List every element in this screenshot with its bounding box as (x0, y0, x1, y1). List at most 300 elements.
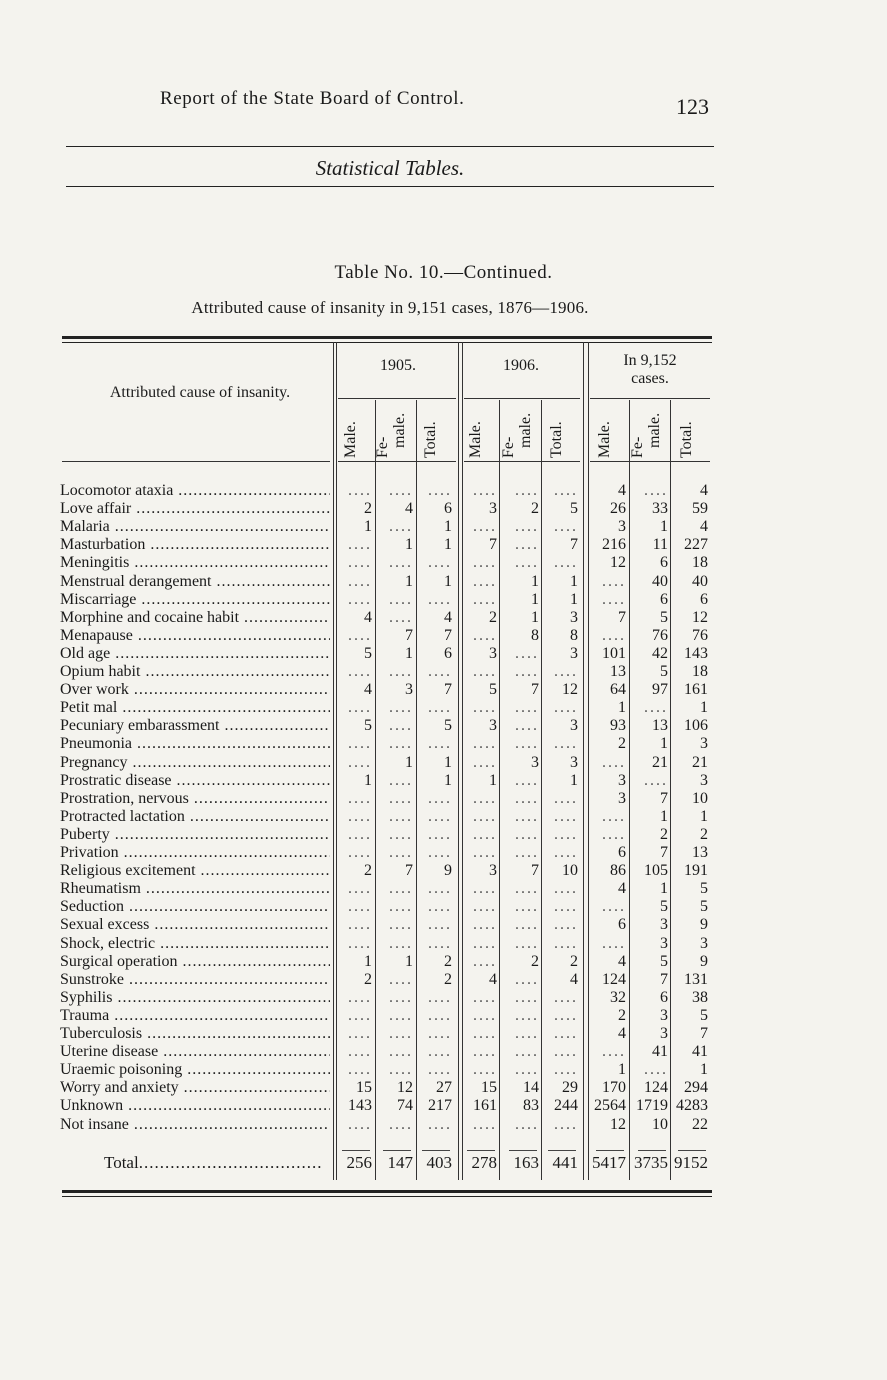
value-cell: 1 (405, 572, 413, 590)
value-cell: .... (473, 626, 497, 644)
value-cell: .... (473, 916, 497, 934)
value-cell: .... (602, 572, 626, 590)
value-cell: .... (348, 1006, 372, 1024)
value-cell: .... (515, 898, 539, 916)
value-cell: 7 (618, 608, 626, 626)
total-label: Total ..... (104, 1153, 324, 1173)
total-rule (467, 1150, 495, 1151)
total-rule (342, 1150, 370, 1151)
table-bottom-rule-thick (62, 1190, 712, 1193)
value-cell: .... (515, 988, 539, 1006)
total-rule (383, 1150, 411, 1151)
table-row (0, 754, 887, 772)
cause-label: Petit mal ..... (60, 699, 330, 717)
table-row (0, 1043, 887, 1061)
value-cell: 12 (610, 554, 626, 572)
cause-label: Unknown ..... (60, 1097, 330, 1115)
value-cell: 124 (602, 970, 626, 988)
table-row (0, 482, 887, 500)
value-cell: 26 (610, 500, 626, 518)
value-cell: 1 (660, 735, 668, 753)
total-cell: 9152 (674, 1153, 708, 1172)
value-cell: .... (515, 1115, 539, 1133)
value-cell: 2 (570, 952, 578, 970)
value-cell: 2 (489, 608, 497, 626)
value-cell: 5 (364, 717, 372, 735)
value-cell: .... (428, 482, 452, 499)
value-cell: 105 (644, 862, 668, 880)
table-top-rule-thick (62, 336, 712, 339)
value-cell: 9 (444, 862, 452, 880)
value-cell: 216 (602, 536, 626, 554)
cause-label: Prostratic disease ..... (60, 772, 330, 790)
table-row (0, 971, 887, 989)
cause-label: Puberty ..... (60, 826, 330, 844)
value-cell: 1 (570, 572, 578, 590)
value-cell: .... (348, 1115, 372, 1133)
value-cell: .... (428, 1115, 452, 1133)
value-cell: 3 (570, 608, 578, 626)
value-cell: .... (389, 735, 413, 753)
value-cell: 161 (684, 681, 708, 699)
cause-label: Over work ..... (60, 681, 330, 699)
value-cell: .... (389, 789, 413, 807)
value-cell: 3 (660, 916, 668, 934)
value-cell: 3 (618, 518, 626, 536)
value-cell: 13 (610, 663, 626, 680)
row-header: Attributed cause of insanity. (109, 384, 291, 401)
value-cell: 1 (405, 536, 413, 554)
value-cell: 5 (700, 880, 708, 898)
value-cell: 10 (652, 1115, 668, 1133)
value-cell: .... (473, 663, 497, 680)
column-header-male: Male. (467, 421, 484, 458)
value-cell: 217 (428, 1097, 452, 1115)
running-head: Report of the State Board of Control. (160, 88, 465, 109)
value-cell: .... (389, 771, 413, 789)
value-cell: 2 (700, 825, 708, 843)
value-cell: .... (515, 970, 539, 988)
value-cell: 1 (700, 1061, 708, 1079)
value-cell: 76 (652, 626, 668, 644)
value-cell: .... (389, 844, 413, 861)
value-cell: .... (602, 934, 626, 952)
cause-label: Tuberculosis ..... (60, 1025, 330, 1043)
value-cell: 4 (570, 970, 578, 988)
total-rule (678, 1150, 706, 1151)
value-cell: 13 (652, 717, 668, 735)
value-cell: 7 (700, 1025, 708, 1042)
value-cell: .... (473, 590, 497, 608)
value-cell: 3 (660, 1006, 668, 1024)
value-cell: 7 (444, 681, 452, 699)
value-cell: 4 (364, 608, 372, 626)
table-row (0, 573, 887, 591)
value-cell: 2 (618, 1006, 626, 1024)
value-cell: 1 (660, 880, 668, 898)
cause-label: Locomotor ataxia ..... (60, 482, 330, 500)
value-cell: .... (515, 1043, 539, 1061)
value-cell: .... (389, 825, 413, 843)
value-cell: 4 (405, 500, 413, 518)
value-cell: 14 (523, 1079, 539, 1097)
value-cell: .... (428, 916, 452, 934)
value-cell: 1 (531, 608, 539, 626)
table-row (0, 735, 887, 753)
value-cell: 5 (660, 952, 668, 970)
value-cell: .... (428, 880, 452, 898)
value-cell: 3 (700, 735, 708, 753)
value-cell: .... (473, 753, 497, 771)
value-cell: 170 (602, 1079, 626, 1097)
value-cell: .... (473, 1006, 497, 1024)
value-cell: 6 (700, 590, 708, 608)
value-cell: 64 (610, 681, 626, 699)
value-cell: .... (389, 590, 413, 608)
value-cell: .... (389, 717, 413, 735)
value-cell: .... (389, 554, 413, 572)
value-cell: 7 (405, 626, 413, 644)
value-cell: 6 (660, 554, 668, 572)
group-header-1905: 1905. (380, 357, 416, 374)
table-row (0, 681, 887, 699)
total-row (0, 1153, 887, 1173)
value-cell: 1 (618, 1061, 626, 1079)
value-cell: .... (554, 663, 578, 680)
value-cell: .... (473, 482, 497, 499)
value-cell: .... (348, 626, 372, 644)
value-cell: .... (473, 825, 497, 843)
value-cell: .... (644, 699, 668, 717)
cause-label: Not insane ..... (60, 1116, 330, 1134)
value-cell: 244 (554, 1097, 578, 1115)
value-cell: 3 (489, 500, 497, 518)
value-cell: 161 (473, 1097, 497, 1115)
value-cell: .... (473, 988, 497, 1006)
value-cell: 3 (489, 717, 497, 735)
cause-label: Menstrual derangement ..... (60, 573, 330, 591)
value-cell: 3 (618, 789, 626, 807)
value-cell: 124 (644, 1079, 668, 1097)
table-row (0, 699, 887, 717)
value-cell: 1 (660, 807, 668, 825)
value-cell: .... (389, 1061, 413, 1079)
table-row (0, 808, 887, 826)
value-cell: .... (602, 1043, 626, 1061)
value-cell: 7 (405, 862, 413, 880)
value-cell: 18 (692, 554, 708, 572)
table-row (0, 953, 887, 971)
value-cell: 3 (570, 717, 578, 735)
value-cell: .... (515, 663, 539, 680)
table-bottom-rule-thin (62, 1196, 712, 1197)
value-cell: .... (348, 916, 372, 934)
table-row (0, 1079, 887, 1097)
value-cell: .... (428, 898, 452, 916)
group-header-rule (338, 398, 456, 399)
value-cell: 13 (692, 844, 708, 861)
value-cell: .... (389, 1043, 413, 1061)
value-cell: .... (554, 988, 578, 1006)
value-cell: 7 (531, 681, 539, 699)
value-cell: .... (428, 735, 452, 753)
column-header-rule (590, 461, 710, 462)
value-cell: .... (473, 807, 497, 825)
value-cell: 5 (489, 681, 497, 699)
value-cell: 2 (531, 952, 539, 970)
value-cell: 294 (684, 1079, 708, 1097)
value-cell: 1 (364, 518, 372, 536)
value-cell: 6 (444, 500, 452, 518)
value-cell: .... (473, 735, 497, 753)
value-cell: 2 (660, 825, 668, 843)
value-cell: 4 (618, 880, 626, 898)
value-cell: .... (389, 807, 413, 825)
value-cell: 1 (444, 572, 452, 590)
cause-label: Meningitis ..... (60, 554, 330, 572)
value-cell: 9 (700, 952, 708, 970)
group-header-1906: 1906. (503, 357, 539, 374)
value-cell: 4 (618, 952, 626, 970)
cause-label: Surgical operation ..... (60, 953, 330, 971)
value-cell: .... (554, 518, 578, 536)
group-header-total: In 9,152 cases. (623, 352, 677, 387)
column-header-total: Total. (422, 421, 439, 458)
value-cell: 1 (489, 771, 497, 789)
value-cell: 6 (618, 916, 626, 934)
value-cell: .... (389, 482, 413, 499)
value-cell: 12 (692, 608, 708, 626)
value-cell: 1 (444, 536, 452, 554)
value-cell: .... (348, 735, 372, 753)
value-cell: .... (515, 807, 539, 825)
value-cell: 9 (700, 916, 708, 934)
value-cell: .... (389, 916, 413, 934)
value-cell: .... (554, 880, 578, 898)
value-cell: 10 (692, 789, 708, 807)
value-cell: 3 (618, 771, 626, 789)
value-cell: .... (428, 844, 452, 861)
value-cell: 227 (684, 536, 708, 554)
column-header-total: Total. (678, 421, 695, 458)
value-cell: 5 (700, 1006, 708, 1024)
value-cell: 191 (684, 862, 708, 880)
total-rule (548, 1150, 576, 1151)
value-cell: .... (348, 825, 372, 843)
value-cell: 143 (348, 1097, 372, 1115)
value-cell: 4283 (676, 1097, 708, 1115)
value-cell: .... (554, 844, 578, 861)
value-cell: .... (348, 554, 372, 572)
value-cell: .... (389, 1006, 413, 1024)
value-cell: 3 (405, 681, 413, 699)
value-cell: .... (389, 898, 413, 916)
table-row (0, 554, 887, 572)
value-cell: 3 (660, 934, 668, 952)
value-cell: .... (348, 482, 372, 499)
table-row (0, 591, 887, 609)
value-cell: .... (554, 1043, 578, 1061)
cause-label: Worry and anxiety ..... (60, 1079, 330, 1097)
value-cell: .... (348, 1025, 372, 1042)
table-row (0, 609, 887, 627)
cause-label: Pneumonia ..... (60, 735, 330, 753)
value-cell: .... (389, 880, 413, 898)
table-row (0, 1007, 887, 1025)
column-header-rule (464, 461, 580, 462)
cause-label: Uraemic poisoning ..... (60, 1061, 330, 1079)
total-rule (509, 1150, 537, 1151)
value-cell: .... (473, 898, 497, 916)
cause-label: Syphilis ..... (60, 989, 330, 1007)
value-cell: 32 (610, 988, 626, 1006)
value-cell: .... (554, 807, 578, 825)
value-cell: 3 (570, 644, 578, 662)
value-cell: 4 (618, 482, 626, 499)
value-cell: .... (473, 1043, 497, 1061)
value-cell: .... (473, 844, 497, 861)
value-cell: 97 (652, 681, 668, 699)
value-cell: .... (348, 880, 372, 898)
value-cell: 106 (684, 717, 708, 735)
table-top-rule-thin (62, 342, 712, 343)
value-cell: .... (554, 916, 578, 934)
table-row (0, 1116, 887, 1134)
cause-label: Opium habit ..... (60, 663, 330, 681)
total-rule (422, 1150, 450, 1151)
value-cell: 2 (618, 735, 626, 753)
value-cell: 83 (523, 1097, 539, 1115)
value-cell: 12 (397, 1079, 413, 1097)
value-cell: 4 (618, 1025, 626, 1042)
table-row (0, 1097, 887, 1115)
row-header-rule (62, 461, 330, 462)
value-cell: 18 (692, 663, 708, 680)
cause-label: Privation ..... (60, 844, 330, 862)
value-cell: .... (348, 988, 372, 1006)
total-cell: 147 (387, 1153, 413, 1172)
table-row (0, 536, 887, 554)
value-cell: 7 (444, 626, 452, 644)
section-rule (66, 186, 714, 187)
column-header-total: Total. (548, 421, 565, 458)
value-cell: 3 (570, 753, 578, 771)
value-cell: 4 (364, 681, 372, 699)
value-cell: 11 (652, 536, 668, 554)
cause-label: Miscarriage ..... (60, 591, 330, 609)
value-cell: 93 (610, 717, 626, 735)
value-cell: 5 (700, 898, 708, 916)
value-cell: .... (428, 1061, 452, 1079)
table-row (0, 1025, 887, 1043)
value-cell: .... (348, 590, 372, 608)
table-row (0, 645, 887, 663)
value-cell: .... (389, 934, 413, 952)
table-row (0, 989, 887, 1007)
value-cell: .... (473, 554, 497, 572)
value-cell: 12 (562, 681, 578, 699)
total-cell: 5417 (592, 1153, 626, 1172)
value-cell: 7 (660, 970, 668, 988)
value-cell: .... (515, 771, 539, 789)
table-title: Table No. 10.—Continued. (334, 262, 553, 283)
cause-label: Uterine disease ..... (60, 1043, 330, 1061)
value-cell: 7 (570, 536, 578, 554)
value-cell: .... (515, 825, 539, 843)
value-cell: 4 (700, 482, 708, 499)
value-cell: 22 (692, 1115, 708, 1133)
column-header-rule (338, 461, 456, 462)
value-cell: 2564 (594, 1097, 626, 1115)
value-cell: .... (554, 825, 578, 843)
value-cell: .... (554, 554, 578, 572)
value-cell: .... (389, 1115, 413, 1133)
section-title: Statistical Tables. (315, 156, 465, 180)
value-cell: .... (644, 1061, 668, 1079)
value-cell: .... (428, 807, 452, 825)
value-cell: .... (602, 898, 626, 916)
value-cell: .... (428, 1025, 452, 1042)
value-cell: .... (515, 1061, 539, 1079)
cause-label: Pecuniary embarassment ..... (60, 717, 330, 735)
value-cell: 76 (692, 626, 708, 644)
value-cell: .... (554, 934, 578, 952)
value-cell: 1 (700, 699, 708, 717)
value-cell: .... (389, 970, 413, 988)
total-cell: 278 (471, 1153, 497, 1172)
column-header-female: Fe- male. (500, 412, 534, 458)
value-cell: .... (389, 608, 413, 626)
value-cell: 8 (570, 626, 578, 644)
total-cell: 441 (552, 1153, 578, 1172)
cause-label: Seduction ..... (60, 898, 330, 916)
value-cell: 143 (684, 644, 708, 662)
value-cell: .... (602, 825, 626, 843)
group-header-rule (590, 398, 710, 399)
value-cell: 15 (356, 1079, 372, 1097)
value-cell: .... (389, 663, 413, 680)
table-row (0, 1061, 887, 1079)
value-cell: 7 (531, 862, 539, 880)
column-header-female: Fe- male. (629, 412, 663, 458)
value-cell: 4 (700, 518, 708, 536)
total-cell: 163 (513, 1153, 539, 1172)
value-cell: 21 (692, 753, 708, 771)
cause-label: Morphine and cocaine habit ..... (60, 609, 330, 627)
value-cell: .... (473, 789, 497, 807)
value-cell: .... (515, 735, 539, 753)
value-cell: 5 (364, 644, 372, 662)
table-row (0, 627, 887, 645)
value-cell: 6 (660, 988, 668, 1006)
table-row (0, 500, 887, 518)
cause-label: Menapause ..... (60, 627, 330, 645)
value-cell: 4 (444, 608, 452, 626)
value-cell: 1 (364, 952, 372, 970)
column-header-male: Male. (342, 421, 359, 458)
value-cell: .... (473, 880, 497, 898)
table-row (0, 518, 887, 536)
value-cell: 21 (652, 753, 668, 771)
value-cell: 3 (660, 1025, 668, 1042)
value-cell: .... (515, 1006, 539, 1024)
table-row (0, 862, 887, 880)
value-cell: .... (515, 482, 539, 499)
value-cell: .... (473, 934, 497, 952)
value-cell: 1 (660, 518, 668, 536)
total-cell: 256 (346, 1153, 372, 1172)
value-cell: .... (515, 916, 539, 934)
